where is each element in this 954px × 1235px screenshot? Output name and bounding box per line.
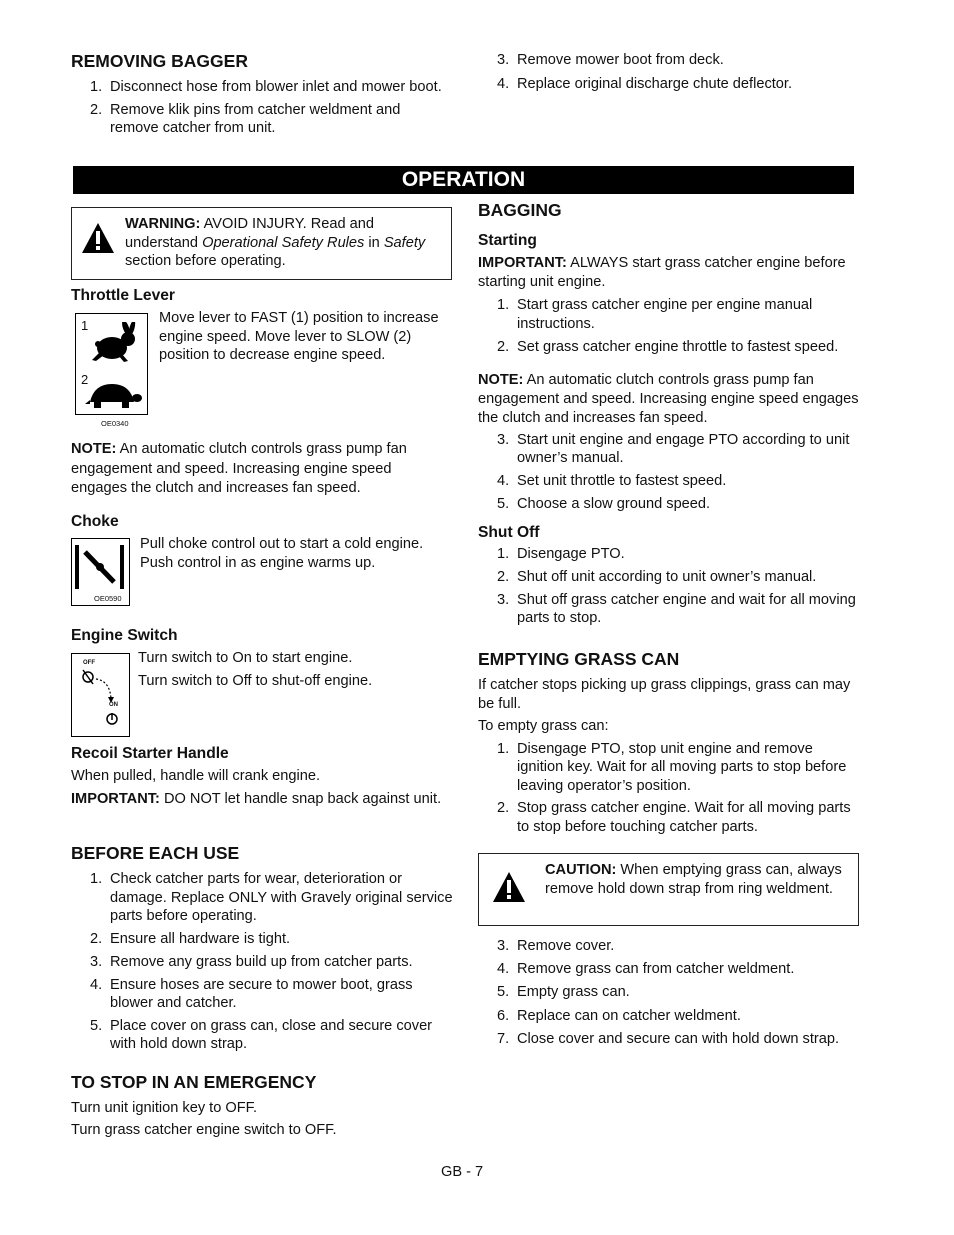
list-item: 5. Place cover on grass can, close and secure cover with hold down strap. xyxy=(90,1017,433,1052)
before-each-use-heading: BEFORE EACH USE xyxy=(71,843,240,863)
throttle-figure: 1 2 xyxy=(75,313,148,415)
starting-heading: Starting xyxy=(478,232,537,249)
before-each-use-list xyxy=(71,870,456,1054)
list-item: 4. Replace original discharge chute deflector. xyxy=(497,75,793,92)
starting-list-a xyxy=(478,296,868,357)
emptying-list-a xyxy=(478,740,858,837)
removing-bagger-heading: REMOVING BAGGER xyxy=(71,51,248,71)
list-item: 2. Stop grass catcher engine. Wait for all moving parts to stop before touching catcher parts. xyxy=(497,800,851,835)
emptying-section xyxy=(478,649,858,836)
choke-heading: Choke xyxy=(71,513,119,530)
emergency-line-2: Turn grass catcher engine switch to OFF. xyxy=(71,1122,337,1138)
engine-switch-icon xyxy=(80,667,122,729)
list-item: 2. Set grass catcher engine throttle to fastest speed. xyxy=(497,339,839,355)
choke-text: Pull choke control out to start a cold engine. Push control in as engine warms up. xyxy=(140,536,424,571)
caution-triangle-icon xyxy=(492,871,526,909)
choke-figure: OE0590 xyxy=(71,538,130,606)
emptying-continued xyxy=(478,937,868,1048)
emergency-heading: TO STOP IN AN EMERGENCY xyxy=(71,1072,317,1092)
emptying-heading: EMPTYING GRASS CAN xyxy=(478,649,680,669)
list-item: 1. Disengage PTO. xyxy=(497,545,625,562)
turtle-icon xyxy=(84,380,142,410)
recoil-important: IMPORTANT: DO NOT let handle snap back against unit. xyxy=(71,791,442,807)
list-item: 4. Ensure hoses are secure to mower boot, grass blower and catcher. xyxy=(90,976,413,1011)
engine-switch-off-text: Turn switch to Off to shut-off engine. xyxy=(138,673,373,689)
list-item: 3. Remove cover. xyxy=(497,938,615,954)
throttle-heading: Throttle Lever xyxy=(71,287,175,304)
list-item: 2. Shut off unit according to unit owner’s manual. xyxy=(497,569,817,585)
list-item: 1. Start grass catcher engine per engine manual instructions. xyxy=(497,297,813,332)
emptying-to-empty: To empty grass can: xyxy=(478,718,609,734)
list-item: 1. Disengage PTO, stop unit engine and remove ignition key. Wait for all moving parts to stop before leaving operator’s position. xyxy=(497,740,847,794)
recoil-heading: Recoil Starter Handle xyxy=(71,745,229,762)
caution-text: CAUTION: When emptying grass can, always remove hold down strap from ring weldment. xyxy=(545,862,842,897)
removing-bagger-list xyxy=(71,78,451,138)
engine-switch-figure: OFF ON xyxy=(71,653,130,737)
bagging-heading: BAGGING xyxy=(478,200,562,220)
warning-triangle-icon xyxy=(81,222,115,260)
shutoff-list xyxy=(478,545,868,628)
list-item: 7. Close cover and secure can with hold down strap. xyxy=(497,1030,840,1047)
removing-bagger-section xyxy=(71,51,451,138)
engine-switch-heading: Engine Switch xyxy=(71,627,178,644)
engine-switch-on-text: Turn switch to On to start engine. xyxy=(138,650,353,666)
list-item: 2. Ensure all hardware is tight. xyxy=(90,930,291,947)
before-each-use-section xyxy=(71,843,456,1054)
starting-important: IMPORTANT: ALWAYS start grass catcher engine before starting unit engine. xyxy=(478,255,846,290)
list-item: 4. Set unit throttle to fastest speed. xyxy=(497,472,727,489)
note-clutch: NOTE: An automatic clutch controls grass pump fan engagement and speed. Increasing engine speed engages the clutch and increases fan speed. xyxy=(71,441,407,496)
list-item: 6. Replace can on catcher weldment. xyxy=(497,1007,741,1024)
rabbit-icon xyxy=(90,322,142,364)
removing-bagger-list-2 xyxy=(478,51,868,93)
list-item: 4. Remove grass can from catcher weldment. xyxy=(497,961,795,978)
emptying-list-b xyxy=(478,937,868,1048)
list-item: 3. Remove mower boot from deck. xyxy=(497,52,724,68)
list-item: 5. Choose a slow ground speed. xyxy=(497,496,711,512)
list-item: 1. Disconnect hose from blower inlet and mower boot. xyxy=(90,79,442,95)
list-item: 1. Check catcher parts for wear, deterioration or damage. Replace ONLY with Gravely original service parts before operating. xyxy=(90,871,453,924)
page-number: GB - 7 xyxy=(441,1164,484,1180)
list-item: 3. Shut off grass catcher engine and wait for all moving parts to stop. xyxy=(497,591,856,626)
throttle-text: Move lever to FAST (1) position to increase engine speed. Move lever to SLOW (2) position to decrease engine speed. xyxy=(159,310,439,363)
emptying-intro: If catcher stops picking up grass clippings, grass can may be full. xyxy=(478,677,851,712)
choke-icon xyxy=(74,543,126,591)
warning-box xyxy=(71,207,452,280)
list-item: 5. Empty grass can. xyxy=(497,984,630,1001)
removing-bagger-continued xyxy=(478,51,868,93)
throttle-figure-code: OE0340 xyxy=(101,419,129,428)
bagging-section xyxy=(478,200,868,628)
list-item: 2. Remove klik pins from catcher weldment and remove catcher from unit. xyxy=(90,101,401,136)
warning-text: WARNING: AVOID INJURY. Read and understand Operational Safety Rules in Safety section before operating. xyxy=(125,216,426,269)
operation-banner: OPERATION xyxy=(73,166,854,194)
shutoff-heading: Shut Off xyxy=(478,523,540,541)
caution-box xyxy=(478,853,859,926)
list-item: 3. Start unit engine and engage PTO according to unit owner’s manual. xyxy=(497,431,850,466)
list-item: 3. Remove any grass build up from catcher parts. xyxy=(90,954,413,970)
emergency-line-1: Turn unit ignition key to OFF. xyxy=(71,1100,258,1116)
recoil-text: When pulled, handle will crank engine. xyxy=(71,768,321,784)
starting-list-b xyxy=(478,431,868,514)
bagging-note: NOTE: An automatic clutch controls grass pump fan engagement and speed. Increasing engine speed engages the clutch and increases fan speed. xyxy=(478,371,859,426)
